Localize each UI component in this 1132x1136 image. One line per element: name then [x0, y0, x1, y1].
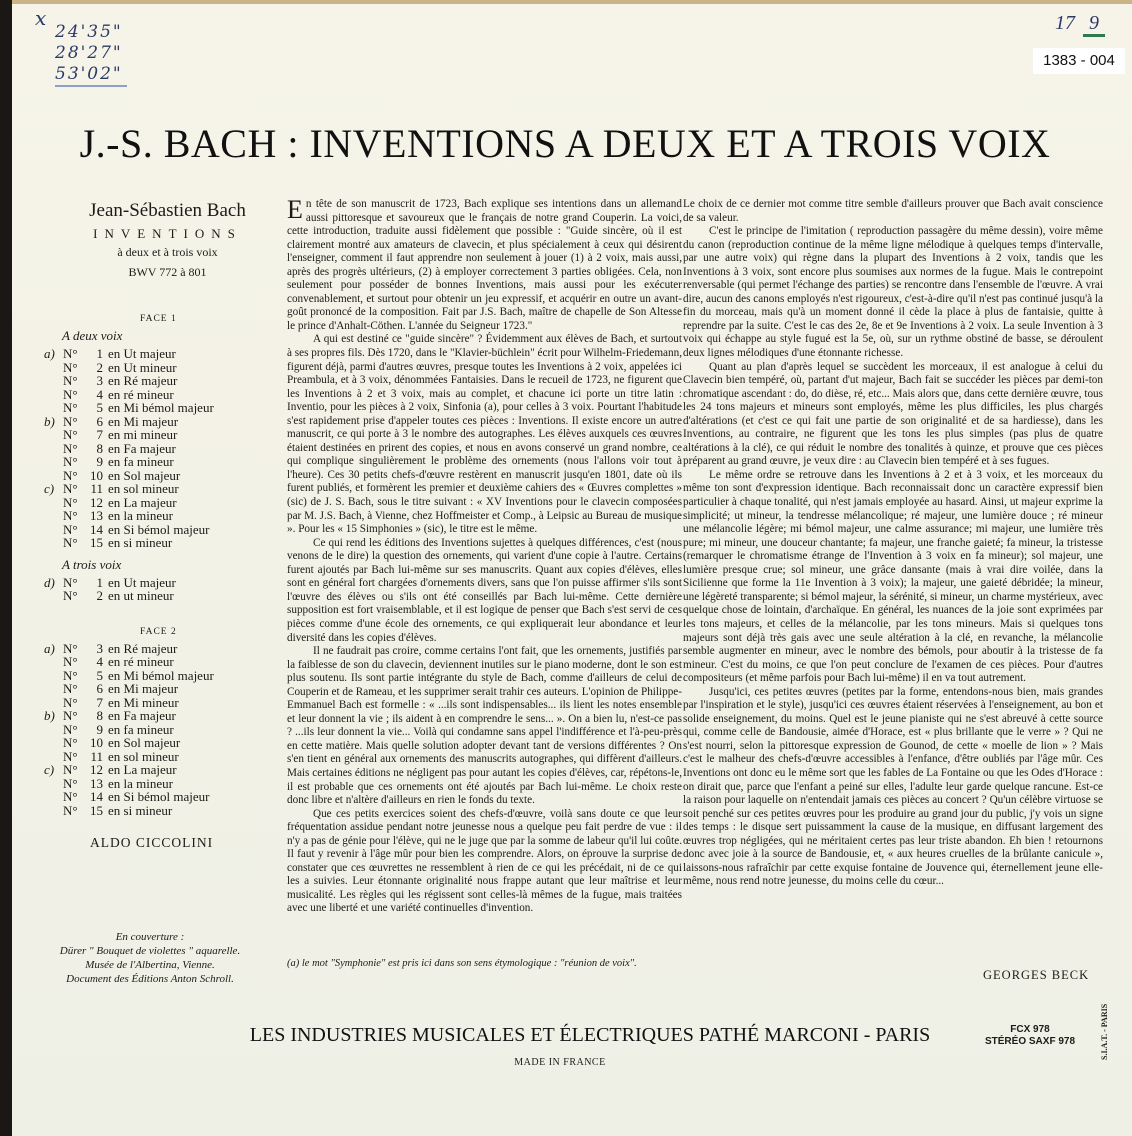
- liner-paragraph: Que ces petits exercices soient des chefs-d'œuvre, voilà sans doute ce que leur fréquentation assidue pendant notre jeunesse nous a quelque peu fait perdre de vue : il n'y a pas de génie pour l'élève, qui ne le juge que par la somme de labeur qu'il lui coûte. Il faut y revenir à l'âge mûr pour bien les comprendre. Alors, on éprouve la surprise de constater que ces œuvrettes ne ressemblent à rien de ce qui les précédait, ni de ce qui les a suivies. Leur étonnante originalité nous frappe autant que leur maîtrise et leur musicalité. Les règles qui les régissent sont celles-là mêmes de la fugue, mais traitées avec une liberté et une variété continuelles d'invention.: [287, 807, 682, 915]
- track-number-prefix: N°: [63, 454, 78, 469]
- work-subtitle: à deux et à trois voix: [117, 245, 218, 259]
- liner-paragraph: Le choix de ce dernier mot comme titre semble d'ailleurs prouver que Bach avait conscience de sa valeur.: [683, 198, 1103, 224]
- track-number-prefix: N°: [63, 708, 78, 723]
- track-key: en Mi majeur: [108, 681, 179, 696]
- face1-label: FACE 1: [140, 314, 177, 324]
- track-key: en Ré majeur: [108, 640, 178, 656]
- track-key: en Mi bémol majeur: [108, 667, 214, 683]
- track-number-prefix: N°: [63, 654, 78, 669]
- track-number: 4: [96, 386, 103, 402]
- face2-list: [30, 642, 270, 818]
- track-item: [30, 442, 270, 456]
- face2-label: FACE 2: [140, 626, 177, 637]
- footnote: (a) le mot "Symphonie" est pris ici dans son sens étymologique : "réunion de voix".: [287, 958, 637, 969]
- liner-paragraph: Jusqu'ici, ces petites œuvres (petites par la forme, entendons-nous bien, mais grandes par l'inspiration et le style), jusqu'ici ces œuvres étaient réservées à l'enseignement, au bon et solide enseignement, du moins. Quel est le jeune pianiste qui ne s'est abreuvé à cette source qui, comme celle de Bandousie, aimée d'Horace, est « plus brillante que le verre » ? Qui ne s'est nourri, selon la pittoresque expression de Gounod, de cette « moelle de lion » ? Mais c'est le malheur des chefs-d'œuvre accessibles à l'enfance, d'être oubliés par l'âge mûr. Ces Inventions ont donc eu le même sort que les fables de La Fontaine ou que les Odes d'Horace : on dirait que, parce que l'enfant a peiné sur elles, l'adulte leur garde quelque rancune. Est-ce la raison pour laquelle on n'entendait jamais ces pièces au concert ? Qu'un célèbre virtuose se soit penché sur ces petites œuvres pour les produire au grand jour du public, j'y vois un signe des temps : le disque sert puissamment la cause de la musique, en diffusant largement des œuvres trop négligées, qui ne méritaient certes pas leur triste abandon. Eh bien ! retournons donc avec joie à la source de Bandousie, et, « aux heures cruelles de la brûlante canicule », laissons-nous rafraîchir par cette exquise fontaine de Jouvence qui, éternellement jeune elle-même, nous rend notre jeunesse, du moins celle du cœur...: [683, 685, 1103, 888]
- track-number: 8: [96, 440, 103, 456]
- track-number-prefix: N°: [63, 748, 78, 764]
- track-number: 9: [96, 721, 103, 737]
- track-key: en Ut mineur: [108, 359, 177, 375]
- track-number: 13: [90, 508, 103, 523]
- track-number: 8: [96, 708, 103, 723]
- track-item: [30, 509, 270, 523]
- catalog-numbers: [975, 1024, 1085, 1048]
- track-number: 14: [90, 521, 103, 537]
- track-number: 1: [96, 574, 103, 590]
- track-number: 6: [96, 681, 103, 696]
- track-number-prefix: N°: [63, 789, 78, 804]
- track-item: [30, 736, 270, 750]
- track-number-prefix: N°: [63, 588, 78, 603]
- track-key: en ut mineur: [108, 588, 174, 603]
- printer-credit: S.I.A.T. - PARIS: [1100, 1003, 1109, 1060]
- catalog-mono: FCX 978: [1010, 1024, 1050, 1035]
- track-number: 2: [96, 359, 103, 375]
- handwritten-duration-total: 53'02": [55, 64, 127, 87]
- liner-paragraph: Il ne faudrait pas croire, comme certains l'ont fait, que les ornements, justifiés par la faiblesse de son du clavecin, deviennent inutiles sur le piano moderne, dont le son est plus soutenu. Ils sont partie intégrante du style de Bach, comme d'ailleurs de celui de Couperin et de Rameau, et les supprimer serait trahir ces auteurs. L'opinion de Philippe-Emmanuel Bach est formelle : « ...ils sont indispensables... ils lient les notes ensemble et leur donnent la vie ; ils aident à en comprendre le sens... ». On a bien lu, n'est-ce pas ? ...ils leur donnent la vie... Voilà qui condamne sans appel l'indifférence et l'à-peu-près en cette matière. Mais quelle solution adopter devant tant de versions différentes ? On s'en tient en général aux ornements des manuscrits autographes, qui diffèrent d'ailleurs. Mais certaines éditions ne négligent pas pour autant les copies d'élèves, car, répétons-le, il est probable que ces ornements ont été ajoutés par Bach lui-même. Le choix reste donc libre et n'altère d'ailleurs en rien le fonds du texte.: [287, 645, 682, 807]
- track-key: en si mineur: [108, 535, 173, 550]
- liner-notes-middle-column: [287, 195, 682, 916]
- handwritten-duration-side2: 28'27": [55, 43, 123, 63]
- track-number: 3: [96, 640, 103, 656]
- performer-name: ALDO CICCOLINI: [90, 835, 214, 850]
- track-group-letter: a): [44, 640, 55, 656]
- track-number-prefix: N°: [63, 802, 78, 818]
- track-number-prefix: N°: [63, 386, 78, 402]
- track-item: [30, 374, 270, 388]
- track-key: en La majeur: [108, 494, 177, 510]
- track-group-letter: b): [44, 413, 55, 429]
- track-item: [30, 642, 270, 656]
- track-key: en sol mineur: [108, 481, 179, 496]
- track-number-prefix: N°: [63, 681, 78, 696]
- handwritten-mark: x: [35, 6, 47, 30]
- track-key: en La majeur: [108, 762, 177, 777]
- track-item: [30, 496, 270, 510]
- track-number: 4: [96, 654, 103, 669]
- track-number-prefix: N°: [63, 735, 78, 750]
- track-key: en Ut majeur: [108, 574, 176, 590]
- face1-two-voice-list: [30, 347, 270, 550]
- cover-credit-line: Dürer " Bouquet de violettes " aquarelle.: [59, 945, 241, 957]
- album-title: J.-S. BACH : INVENTIONS A DEUX ET A TROIS VOIX: [79, 121, 1051, 166]
- drop-cap: E: [287, 195, 303, 224]
- track-key: en Si bémol majeur: [108, 789, 210, 804]
- track-number: 14: [90, 789, 103, 804]
- tracklist-sidebar: [30, 200, 270, 851]
- archive-sticker: 1383 - 004: [1033, 48, 1125, 74]
- track-number: 1: [96, 346, 103, 361]
- track-number-prefix: N°: [63, 373, 78, 388]
- track-number: 7: [96, 694, 103, 710]
- track-number: 12: [90, 762, 103, 777]
- work-title: INVENTIONS: [93, 226, 242, 241]
- track-item: [30, 804, 270, 818]
- face1-group-heading: A deux voix: [62, 328, 123, 343]
- track-item: [30, 589, 270, 603]
- liner-paragraph: Quant au plan d'après lequel se succèdent les morceaux, il est analogue à celui du Clavecin bien tempéré, où, partant d'ut majeur, Bach fait se succéder les pièces par demi-ton chromatique ascendant : do, do dièse, ré, etc... Mais alors que, dans cette dernière œuvre, tous les 24 tons majeurs et mineurs sont employés, même les plus difficiles, les plus chargés d'altérations (et c'est ce qui fait une partie de son originalité et de sa hardiesse), dans les Inventions, au contraire, ne figurent que les tons les plus simples (pas plus de quatre altérations à la clé), ce qui réduit le nombre des tonalités à quinze, et prouve que ces pièces préparent au grand œuvre, je veux dire : au Clavecin bien tempéré et à ses fugues.: [683, 360, 1103, 468]
- catalog-stereo: STÉRÉO SAXF 978: [984, 1036, 1076, 1047]
- track-key: en Ut majeur: [108, 346, 176, 361]
- track-item: [30, 696, 270, 710]
- track-item: [30, 415, 270, 429]
- track-item: [30, 682, 270, 696]
- track-number: 2: [96, 588, 103, 603]
- track-number-prefix: N°: [63, 427, 78, 442]
- track-number: 10: [90, 735, 103, 750]
- track-number: 15: [90, 802, 103, 818]
- track-number: 6: [96, 413, 103, 429]
- track-key: en Sol majeur: [108, 735, 181, 750]
- track-number-prefix: N°: [63, 721, 78, 737]
- liner-paragraph-text: n tête de son manuscrit de 1723, Bach explique ses intentions dans un allemand aussi pittoresque et savoureux que le français de notre grand Couperin. La voici, cette introduction, traduite aussi fidèlement que possible : "Guide sincère, où il est clairement montré aux amateurs de clavecin, et plus spécialement à ceux qui désirent l'enseigner, comment il faut apprendre non seulement à jouer (1) à 2 voix, mais aussi, après des progrès ultérieurs, (2) à employer correctement 3 parties obligées. Cela, non seulement pour posséder de bonnes Inventions, mais aussi pour les exécuter convenablement, et surtout pour obtenir un jeu expressif, et acquérir en outre un avant-goût prononcé de la composition. Fait par J.S. Bach, maître de chapelle de Son Altesse le prince d'Anhalt-Cöthen. L'année du Seigneur 1723.": [287, 198, 682, 332]
- track-item: [30, 523, 270, 537]
- track-number-prefix: N°: [63, 535, 78, 550]
- track-key: en la mineur: [108, 775, 173, 791]
- track-group-letter: d): [44, 574, 55, 590]
- handwritten-note-a: 17: [1055, 12, 1075, 34]
- track-key: en Ré majeur: [108, 373, 178, 388]
- cover-credit-line: Musée de l'Albertina, Vienne.: [85, 959, 215, 971]
- track-key: en Mi bémol majeur: [108, 400, 214, 415]
- track-number-prefix: N°: [63, 667, 78, 683]
- track-item: [30, 428, 270, 442]
- track-number: 7: [96, 427, 103, 442]
- track-number-prefix: N°: [63, 467, 78, 483]
- track-number-prefix: N°: [63, 440, 78, 456]
- publisher-line: LES INDUSTRIES MUSICALES ET ÉLECTRIQUES PATHÉ MARCONI - PARIS: [249, 1024, 931, 1046]
- liner-paragraph: A qui est destiné ce "guide sincère" ? Évidemment aux élèves de Bach, et surtout à ses propres fils. Dès 1720, dans le "Klavier-büchlein" écrit pour Wilhelm-Friedemann, figurent déjà, parmi d'autres œuvres, presque toutes les Inventions à 2 voix, appelées ici Preambula, et à 3 voix, dénommées Fantaisies. Dans le recueil de 1723, ne figurent que les Inventions à 2 et 3 voix, mais au complet, et chacune ici porte un titre latin : Inventio, pour les pièces à 2 voix, Sinfonia (a), pour celles à 3 voix. Pourtant l'habitude s'est rapidement prise d'appeler toutes ces pièces : Inventions. Il existe encore un autre manuscrit, ce qui porte à 3 le nombre des autographes. Les élèves auxquels ces œuvres étaient destinées en prirent des copies, et nous en avons conservé un grand nombre, ce qui complique singulièrement le problème des ornements (nous l'allons voir tout à l'heure). Ces 30 petits chefs-d'œuvre restèrent en manuscrit jusqu'en 1801, date où ils furent publiés, et formèrent les premier et deuxième cahiers des « Œuvres complettes » (sic) de J. S. Bach, sous le titre suivant : « XV Inventions pour le clavecin composées par M. J.S. Bach, à Vienne, chez Hoffmeister et Comp., à Leipsic au Bureau de musique ». Pour les « 15 Simphonies » (sic), le titre est le même.: [287, 333, 682, 536]
- track-item: [30, 763, 270, 777]
- track-number-prefix: N°: [63, 775, 78, 791]
- track-group-letter: c): [44, 762, 55, 777]
- track-item: [30, 482, 270, 496]
- track-key: en Fa majeur: [108, 440, 176, 456]
- track-item: [30, 669, 270, 683]
- track-key: en Si bémol majeur: [108, 521, 210, 537]
- track-item: [30, 455, 270, 469]
- track-number-prefix: N°: [63, 400, 78, 415]
- track-number-prefix: N°: [63, 346, 78, 361]
- track-number-prefix: N°: [63, 413, 78, 429]
- liner-paragraph: C'est le principe de l'imitation ( reproduction passagère du même dessin), voire même du canon (reproduction continue de la même ligne mélodique à quelques temps d'intervalle, par une autre voix) qui règne dans la plupart des Inventions à 2 voix, tandis que les Inventions à 3 voix, sont encore plus soumises aux normes de la fugue. Mais le contrepoint renversable (qui permet l'échange des parties) se rencontre dans l'ensemble de l'œuvre. A vrai dire, aucun des canons employés n'est rigoureux, c'est-à-dire qu'il n'est pas continué jusqu'à la fin du morceau, mais qu'à un moment donné il cède la place à plus de fantaisie, quitte à reprendre par la suite. C'est le cas des 2e, 8e et 9e Inventions à 2 voix. La seule Invention à 3 voix qui échappe au style fugué est la 5e, où, sur un rythme obstiné de basse, se déroulent deux lignes mélodiques d'une étonnante richesse.: [683, 225, 1103, 360]
- cover-credit-line: En couverture :: [115, 931, 185, 943]
- track-group-letter: a): [44, 346, 55, 361]
- track-number-prefix: N°: [63, 762, 78, 777]
- track-number-prefix: N°: [63, 494, 78, 510]
- liner-paragraph: [287, 195, 682, 333]
- liner-notes-right-column: [683, 198, 1103, 889]
- track-item: [30, 388, 270, 402]
- track-group-letter: c): [44, 481, 55, 496]
- track-number: 11: [90, 748, 103, 764]
- track-key: en Mi majeur: [108, 413, 179, 429]
- liner-paragraph: Ce qui rend les éditions des Inventions sujettes à quelques différences, c'est (nous venons de le dire) la question des ornements, qui varient d'une copie à l'autre. Certains furent ajoutés par Bach lui-même sur ses manuscrits. Quant aux copies d'élèves, elles sont en général fort chargées d'ornements divers, sans que l'on puisse affirmer s'ils sont l'œuvre des élèves ou s'ils ont été conseillés par Bach lui-même. Cette dernière supposition est fort vraisemblable, et il est logique de penser que Bach s'est servi de ces pièces comme d'une école des ornements, ce qui expliquerait leur abondance et leur diversité dans les copies d'élèves.: [287, 536, 682, 644]
- track-number-prefix: N°: [63, 359, 78, 375]
- track-item: [30, 469, 270, 483]
- track-number-prefix: N°: [63, 481, 78, 496]
- bwv-catalogue: BWV 772 à 801: [128, 265, 207, 279]
- made-in-label: MADE IN FRANCE: [514, 1057, 606, 1068]
- track-number-prefix: N°: [63, 521, 78, 537]
- track-key: en ré mineur: [108, 654, 174, 669]
- track-key: en Mi mineur: [108, 694, 179, 710]
- track-number: 10: [90, 467, 103, 483]
- composer-name: Jean-Sébastien Bach: [89, 200, 246, 221]
- track-number: 15: [90, 535, 103, 550]
- handwritten-duration-side1: 24'35": [55, 22, 123, 42]
- handwritten-catalog-note: [1055, 12, 1105, 35]
- track-key: en mi mineur: [108, 427, 178, 442]
- track-key: en fa mineur: [108, 454, 174, 469]
- track-number: 9: [96, 454, 103, 469]
- track-number-prefix: N°: [63, 574, 78, 590]
- cover-credit-line: Document des Éditions Anton Schroll.: [66, 973, 234, 985]
- track-key: en sol mineur: [108, 748, 179, 764]
- track-item: [30, 750, 270, 764]
- notes-author: GEORGES BECK: [983, 968, 1090, 982]
- handwritten-note-b: 9: [1083, 12, 1105, 37]
- track-number: 5: [96, 667, 103, 683]
- track-item: [30, 723, 270, 737]
- track-number: 5: [96, 400, 103, 415]
- cover-credits: [35, 930, 265, 986]
- track-item: [30, 361, 270, 375]
- track-item: [30, 777, 270, 791]
- liner-paragraph: Le même ordre se retrouve dans les Inventions à 2 et à 3 voix, et les morceaux du même ton sont d'expression identique. Bach reconnaissait donc un caractère expressif bien particulier à chaque tonalité, qui n'est jamais employée au hasard. Ainsi, ut majeur exprime la simplicité; ut mineur, la tendresse mélancolique; ré majeur, une lumière douce ; ré mineur une mélancolie légère; mi bémol majeur, une calme assurance; mi majeur, une lumière très pure; mi mineur, une douceur chantante; fa majeur, une franche gaieté; fa mineur, la tristesse (remarquer le chromatisme étrange de l'Invention à 3 voix en fa mineur); sol majeur, une lumière presque crue; sol mineur, une grâce dansante (mais à vrai dire voilée, dans la Sicilienne que forme la 11e Invention à 3 voix); la majeur, une gaieté débridée; la mineur, une légèreté transparente; si bémol majeur, la sérénité, si mineur, un charme mystérieux, avec quelque chose de lointain, d'archaïque. En général, les nuances de la joie sont exprimées par les tons majeurs, et celles de la mélancolie, par les tons mineurs. Mais si quelques tons majeurs sont déjà très gais avec une seule altération à la clé, en revanche, la mélancolie semble augmenter en mineur, avec le nombre des bémols, pour aboutir à la tristesse de fa mineur. C'est du moins, ce que l'on peut conclure de l'examen de ces pièces. Pour d'autres compositeurs (et même parfois pour Bach lui-même) il en va tout autrement.: [683, 468, 1103, 685]
- handwritten-durations: [55, 22, 127, 87]
- track-number: 3: [96, 373, 103, 388]
- track-item: [30, 347, 270, 361]
- track-key: en Fa majeur: [108, 708, 176, 723]
- track-number-prefix: N°: [63, 508, 78, 523]
- track-group-letter: b): [44, 708, 55, 723]
- track-key: en fa mineur: [108, 721, 174, 737]
- track-key: en Sol majeur: [108, 467, 181, 483]
- track-number-prefix: N°: [63, 640, 78, 656]
- track-key: en la mineur: [108, 508, 173, 523]
- track-item: [30, 401, 270, 415]
- scan-edge: [0, 0, 12, 1136]
- track-item: [30, 655, 270, 669]
- track-item: [30, 536, 270, 550]
- track-item: [30, 790, 270, 804]
- track-number: 12: [90, 494, 103, 510]
- face1-three-voice-list: [30, 576, 270, 603]
- track-number-prefix: N°: [63, 694, 78, 710]
- track-key: en si mineur: [108, 802, 173, 818]
- track-item: [30, 576, 270, 590]
- face1-group-heading: A trois voix: [62, 556, 122, 572]
- track-number: 13: [90, 775, 103, 791]
- track-number: 11: [90, 481, 103, 496]
- track-key: en ré mineur: [108, 386, 174, 402]
- track-item: [30, 709, 270, 723]
